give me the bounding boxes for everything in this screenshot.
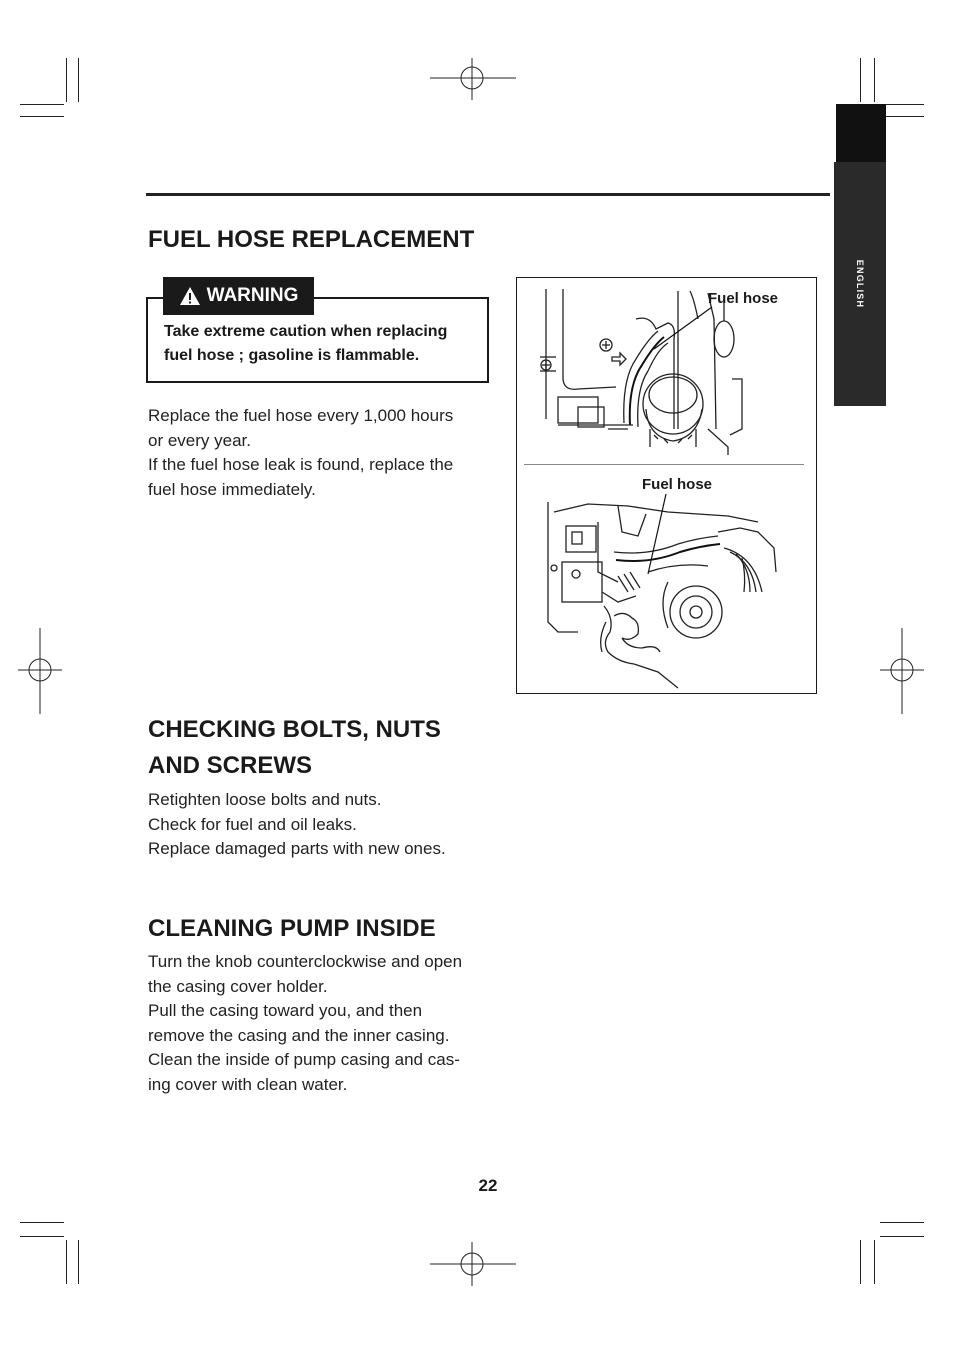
body-line: Clean the inside of pump casing and cas- (148, 1050, 460, 1069)
figure-divider (524, 464, 804, 465)
body-line: ing cover with clean water. (148, 1074, 348, 1094)
side-tab-label: ENGLISH (855, 259, 865, 309)
warning-line: Take extreme caution when replacing (164, 323, 448, 340)
body-line: the casing cover holder. (148, 976, 328, 996)
warning-label: WARNING (206, 285, 299, 306)
bolts-title-line: AND SCREWS (148, 752, 313, 779)
bolts-body (148, 788, 493, 862)
pump-body (148, 950, 493, 1097)
fuel-hose-body (148, 404, 493, 502)
bolts-title-line: CHECKING BOLTS, NUTS (148, 716, 441, 743)
body-line: Replace the fuel hose every 1,000 hours (148, 406, 454, 425)
fuel-hose-title: FUEL HOSE REPLACEMENT (148, 226, 475, 253)
body-line: Turn the knob counterclockwise and open (148, 952, 463, 971)
figure-bottom-label: Fuel hose (642, 476, 713, 493)
warning-tag (163, 277, 314, 315)
body-line: Pull the casing toward you, and then (148, 1001, 423, 1020)
figure-top-label: Fuel hose (708, 290, 779, 307)
body-line: If the fuel hose leak is found, replace the (148, 455, 454, 474)
warning-line: fuel hose ; gasoline is flammable. (164, 347, 420, 364)
warning-text (164, 320, 484, 368)
warning-triangle-icon (179, 286, 201, 306)
page-number: 22 (478, 1176, 498, 1195)
body-line: Replace damaged parts with new ones. (148, 839, 446, 858)
body-line: fuel hose immediately. (148, 479, 316, 499)
body-line: remove the casing and the inner casing. (148, 1025, 450, 1045)
side-tab-top-block (836, 104, 886, 162)
bolts-title (148, 712, 441, 784)
pump-title: CLEANING PUMP INSIDE (148, 915, 436, 942)
body-line: or every year. (148, 430, 251, 450)
body-line: Retighten loose bolts and nuts. (148, 790, 382, 809)
side-tab-label-wrap (834, 162, 886, 406)
engine-bottom-illustration (518, 492, 814, 690)
body-line: Check for fuel and oil leaks. (148, 814, 357, 834)
header-rule (146, 193, 830, 196)
